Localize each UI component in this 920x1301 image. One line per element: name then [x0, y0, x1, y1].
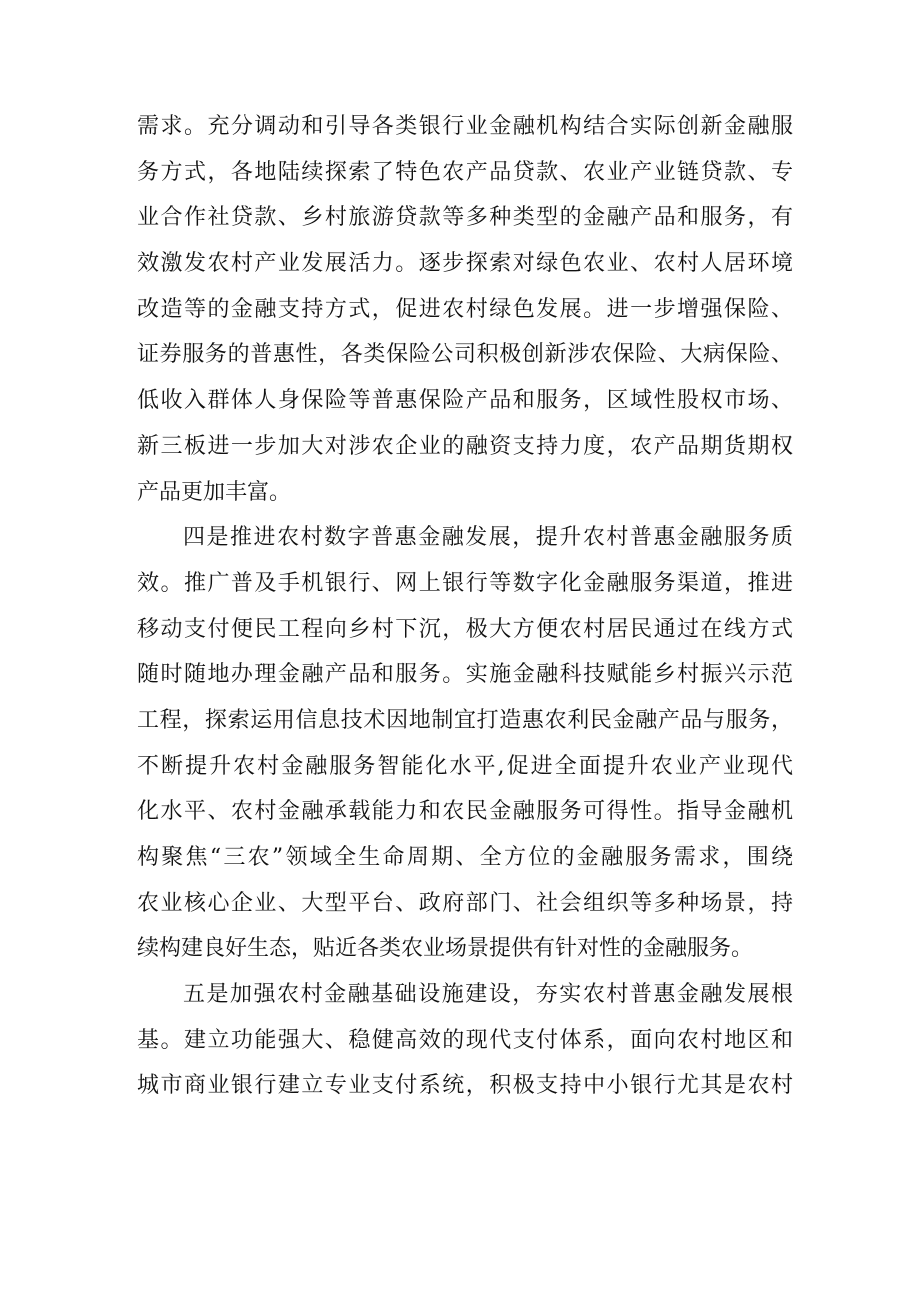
text-line: 构聚焦“三农”领域全生命周期、全方位的金融服务需求，围绕 [137, 845, 793, 870]
text-line: 业合作社贷款、乡村旅游贷款等多种类型的金融产品和服务，有 [137, 205, 793, 231]
text-line: 移动支付便民工程向乡村下沉，极大方便农村居民通过在线方式 [137, 616, 793, 642]
text-line: 基。建立功能强大、稳健高效的现代支付体系，面向农村地区和 [137, 1027, 793, 1053]
text-line-first: 五是加强农村金融基础设施建设，夯实农村普惠金融发展根 [183, 982, 793, 1008]
text-line: 新三板进一步加大对涉农企业的融资支持力度，农产品期货期权 [137, 433, 793, 459]
text-line: 化水平、农村金融承载能力和农民金融服务可得性。指导金融机 [137, 799, 793, 825]
text-line: 务方式，各地陆续探索了特色农产品贷款、农业产业链贷款、专 [137, 159, 793, 185]
text-line: 效。推广普及手机银行、网上银行等数字化金融服务渠道，推进 [137, 570, 793, 596]
text-line: 低收入群体人身保险等普惠保险产品和服务，区域性股权市场、 [137, 388, 793, 414]
text-line: 城市商业银行建立专业支付系统，积极支持中小银行尤其是农村 [137, 1073, 793, 1099]
text-line: 不断提升农村金融服务智能化水平,促进全面提升农业产业现代 [137, 753, 793, 779]
text-line: 随时随地办理金融产品和服务。实施金融科技赋能乡村振兴示范 [137, 662, 793, 688]
paragraph-continuation [137, 104, 793, 515]
paragraph-four [137, 515, 793, 972]
text-line: 效激发农村产业发展活力。逐步探索对绿色农业、农村人居环境 [137, 251, 793, 277]
text-line: 证券服务的普惠性，各类保险公司积极创新涉农保险、大病保险、 [137, 342, 793, 368]
document-page [137, 104, 793, 1109]
text-line: 产品更加丰富。 [137, 479, 292, 505]
paragraph-five [137, 972, 793, 1109]
text-line: 改造等的金融支持方式，促进农村绿色发展。进一步增强保险、 [137, 296, 793, 322]
text-line: 续构建良好生态，贴近各类农业场景提供有针对性的金融服务。 [137, 936, 754, 962]
text-line: 需求。充分调动和引导各类银行业金融机构结合实际创新金融服 [137, 114, 793, 139]
text-line: 工程，探索运用信息技术因地制宜打造惠农利民金融产品与服务， [137, 707, 793, 733]
text-line-first: 四是推进农村数字普惠金融发展，提升农村普惠金融服务质 [183, 525, 793, 551]
text-line: 农业核心企业、大型平台、政府部门、社会组织等多种场景，持 [137, 890, 793, 916]
